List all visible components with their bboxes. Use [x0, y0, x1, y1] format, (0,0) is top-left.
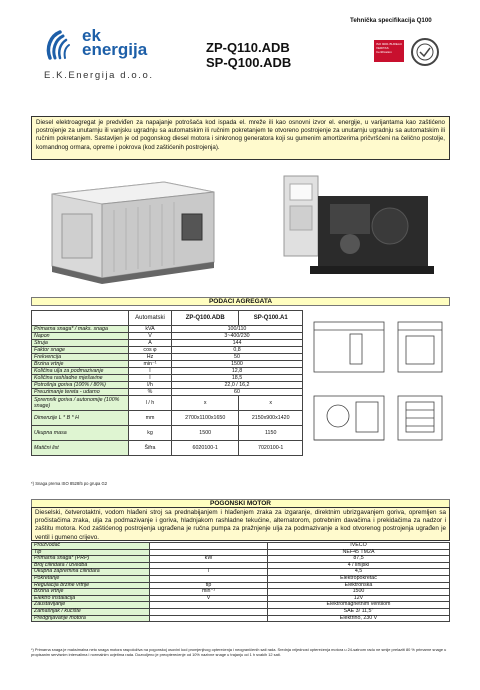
row-label: Broj cilindara / izvedba: [32, 562, 150, 569]
table-row: [32, 396, 303, 411]
row-label: Potrošnja goriva (100% / 80%): [32, 382, 129, 389]
table-row: [32, 361, 303, 368]
table-header-row: [32, 311, 303, 326]
row-unit: l/h: [129, 382, 172, 389]
header-cell-model-1: ZP-Q100.ADB: [172, 311, 239, 326]
row-value: 4 / linijski: [268, 562, 450, 569]
row-value-model-1: 1500: [172, 426, 239, 441]
row-unit: Šifra: [129, 441, 172, 456]
row-unit: l: [129, 375, 172, 382]
row-unit: mm: [129, 411, 172, 426]
row-label: Količina rashladne mješavine: [32, 375, 129, 382]
row-value: 12V: [268, 595, 450, 602]
table-row: [32, 368, 303, 375]
row-label: Zaustavljanje: [32, 602, 150, 609]
row-value: 1500: [172, 361, 303, 368]
row-unit: l: [150, 569, 268, 576]
row-unit: [150, 543, 268, 550]
bureau-veritas-badge: ISO 9001 BUREAU VERITAS Certification: [374, 40, 404, 62]
row-label: Struja: [32, 340, 129, 347]
row-unit: kW: [150, 556, 268, 563]
technical-drawings: [310, 318, 450, 468]
row-value-model-2: x: [239, 396, 303, 411]
row-value: 22,0 / 16,2: [172, 382, 303, 389]
row-value: 50: [172, 354, 303, 361]
table-row: [32, 426, 303, 441]
row-label: Elektro instalacija: [32, 595, 150, 602]
aggregate-section-title: PODACI AGREGATA: [31, 297, 450, 306]
row-label: Ukupna zapremina cilindara: [32, 569, 150, 576]
intro-description: Diesel elektroagregat je predviđen za napajanje potrošača kod ispada el. mreže ili kao osnovni izvor el. energije, u varijantama kao zaštićeno postrojenje za unutarnju ili vanjsku ugradnju sa automatskim ili ručnim pokretanjem te otvoreno postrojenje za unutarnju ugradnju sa automatskim ili ručnim pokretanjem. Sastavljen je od pogonskog diesel motora i sinkronog generatora koji su gumenim amortizerima pričvršćeni na čelično postolje, komandnog ormara, opreme i pokrova (kod zaštićenih postrojenja).: [31, 116, 450, 160]
row-value: Elektromagnetnim ventilom: [268, 602, 450, 609]
row-label: Brzina vrtnje: [32, 361, 129, 368]
row-label: Ukupna masa: [32, 426, 129, 441]
row-value: 4,5: [268, 569, 450, 576]
logo-text-ek: ek: [82, 26, 101, 45]
table-row: [32, 582, 450, 589]
row-unit: [150, 602, 268, 609]
table-row: [32, 556, 450, 563]
row-value: SAE 3/ 11,5": [268, 608, 450, 615]
company-name: E.K.Energija d.o.o.: [44, 70, 154, 81]
row-unit: Hz: [129, 354, 172, 361]
row-value: Elektropokretač: [268, 575, 450, 582]
table-row: [32, 575, 450, 582]
row-value-model-1: 6020100-1: [172, 441, 239, 456]
row-unit: tip: [150, 582, 268, 589]
logo-text-energija: energija: [82, 40, 148, 59]
table-row: [32, 543, 450, 550]
row-label: Količina ulja za podmazivanje: [32, 368, 129, 375]
row-label: Pokretanje: [32, 575, 150, 582]
row-label: Primarna snaga* / maks. snaga: [32, 326, 129, 333]
row-label: Primarna snaga* (PRP): [32, 556, 150, 563]
row-label: Zamašnjak / kućište: [32, 608, 150, 615]
aggregate-spec-table: [31, 310, 303, 456]
row-value: 144: [172, 340, 303, 347]
row-unit: V: [150, 595, 268, 602]
row-label: Brzina vrtnje: [32, 589, 150, 596]
table-row: [32, 602, 450, 609]
table-row: [32, 549, 450, 556]
row-unit: %: [129, 389, 172, 396]
row-unit: [150, 608, 268, 615]
model-title: [206, 40, 291, 70]
table-row: [32, 354, 303, 361]
row-value: 3~400/230: [172, 333, 303, 340]
row-value: IVECO: [268, 543, 450, 550]
row-unit: A: [129, 340, 172, 347]
row-unit: kVA: [129, 326, 172, 333]
row-value-model-2: 2150x900x1420: [239, 411, 303, 426]
table-row: [32, 569, 450, 576]
table-row: [32, 589, 450, 596]
table-row: [32, 340, 303, 347]
model-name-1: ZP-Q110.ADB: [206, 40, 290, 55]
logo-mark-icon: [44, 28, 80, 66]
row-label: Proizvođač: [32, 543, 150, 550]
row-unit: l / h: [129, 396, 172, 411]
row-value-model-2: 1150: [239, 426, 303, 441]
row-value: Elektrino, 230 V: [268, 615, 450, 622]
open-generator-image: [280, 174, 440, 286]
row-label: Napon: [32, 333, 129, 340]
row-value: 60: [172, 389, 303, 396]
row-value: 18,5: [172, 375, 303, 382]
motor-footnote: *) Primarna snaga je maksimalna neto snaga motora raspoloživa na pogonskoj osovini kod promjenjivog opterećenja i neograničenih sati rada. Srednja vrijednost opterećenja motora u 24-satnom radu ne smije prelaziti 80 % primarne snage u propisanim servisnim intervalima i normalnim uvjetima rada. Dozvoljeno je preopterećenje od 10% nazivne snage u trajanju od 1 h svakih 12 sati.: [31, 647, 447, 657]
row-unit: min⁻¹: [150, 589, 268, 596]
table-row: [32, 615, 450, 622]
header-cell-model-2: SP-Q100.A1: [239, 311, 303, 326]
row-value: 1500: [268, 589, 450, 596]
company-logo: [44, 28, 164, 88]
row-value-model-2: 7020100-1: [239, 441, 303, 456]
enclosure-side-view: [314, 322, 384, 372]
row-unit: min⁻¹: [129, 361, 172, 368]
table-row: [32, 347, 303, 354]
table-row: [32, 375, 303, 382]
row-unit: l: [129, 368, 172, 375]
row-value: Elektronska: [268, 582, 450, 589]
row-label: Tip: [32, 549, 150, 556]
table-row: [32, 411, 303, 426]
row-value: 12,8: [172, 368, 303, 375]
row-unit: [150, 615, 268, 622]
row-unit: V: [129, 333, 172, 340]
motor-section-title: POGONSKI MOTOR: [31, 499, 450, 508]
table-row: [32, 389, 303, 396]
row-label: Matični list: [32, 441, 129, 456]
row-value: 100/110: [172, 326, 303, 333]
row-value-model-1: x: [172, 396, 239, 411]
enclosure-front-view: [398, 322, 442, 372]
table-row: [32, 326, 303, 333]
header-cell-empty: [32, 311, 129, 326]
header-cell-automatic: Automatski: [129, 311, 172, 326]
row-label: Faktor snage: [32, 347, 129, 354]
row-label: Preuzimanje tereta - udarno: [32, 389, 129, 396]
row-value: 0,8: [172, 347, 303, 354]
row-label: Frekvencija: [32, 354, 129, 361]
row-label: Dimenzije L * B * H: [32, 411, 129, 426]
row-unit: kg: [129, 426, 172, 441]
row-label: Spremnik goriva / autonomije (100% snage): [32, 396, 129, 411]
model-name-2: SP-Q100.ADB: [206, 55, 292, 70]
table-row: [32, 441, 303, 456]
certification-seal-icon: [410, 37, 440, 67]
open-generator-front-view: [398, 396, 442, 440]
row-value: NEF45 TM2A: [268, 549, 450, 556]
motor-spec-table: [31, 542, 450, 622]
spec-label: Tehnička specifikacija Q100: [350, 17, 432, 24]
enclosed-generator-image: [44, 174, 224, 286]
table-row: [32, 382, 303, 389]
row-value: 87,5: [268, 556, 450, 563]
open-generator-side-view: [314, 396, 384, 440]
row-unit: cos φ: [129, 347, 172, 354]
table-row: [32, 333, 303, 340]
table-row: [32, 608, 450, 615]
row-label: Predgrijavanje motora: [32, 615, 150, 622]
aggregate-footnote: *) Snaga prema ISO 8528/5 po grupa G2: [31, 481, 108, 486]
motor-description: Dieselski, četverotaktni, vodom hlađeni stroj sa prednabijanjem i hlađenjem zraka za izgaranje, direktnim ubrizgavanjem goriva, opremljen sa pročistačima zraka, ulja za podmazivanje i goriva, hladnjakom rashladne tekućine, alternatorom, potrebnim davačima i prekidačima za nadzor i zaštitu motora. Kod zaštićenog postrojenja ugrađena je ručna pumpa za pražnjenje ulja za podmazivanje a kod otvorenog postrojenja ugrađen je ventil i gumeno crijevo.: [31, 507, 450, 541]
row-value-model-1: 2700x1100x1650: [172, 411, 239, 426]
certification-logo: [374, 37, 444, 67]
row-label: Regulacija brzine vrtnje: [32, 582, 150, 589]
